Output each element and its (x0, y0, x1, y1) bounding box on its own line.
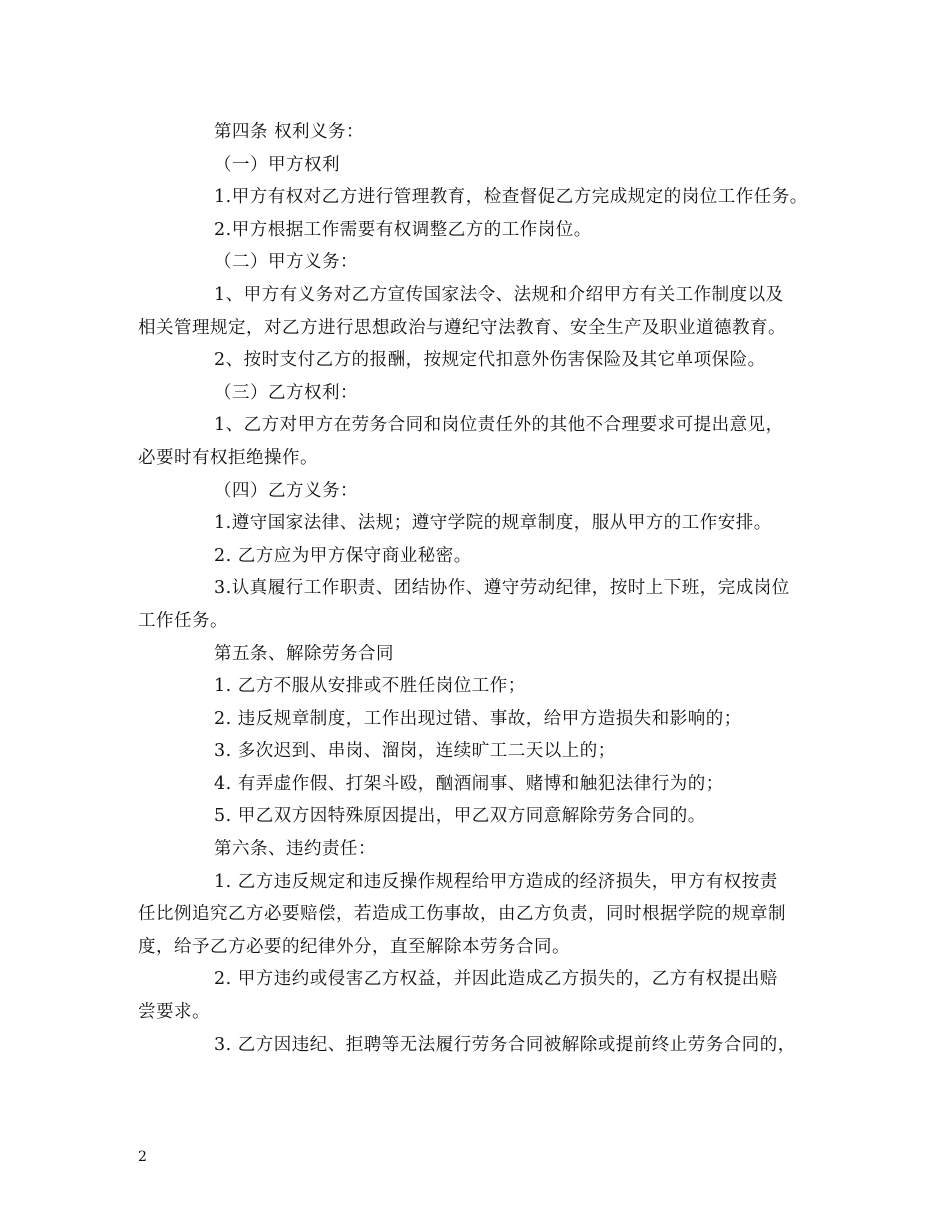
text-line: （四）乙方义务： (214, 480, 358, 501)
text-line: 1. 乙方违反规定和违反操作规程给甲方造成的经济损失，甲方有权按责 (214, 871, 778, 892)
page-number: 2 (138, 1149, 147, 1165)
text-line: 任比例追究乙方必要赔偿，若造成工伤事故，由乙方负责，同时根据学院的规章制 (138, 904, 786, 925)
text-line: （一）甲方权利 (214, 154, 340, 175)
text-line: 必要时有权拒绝操作。 (138, 447, 318, 468)
text-line: 度，给予乙方必要的纪律外分，直至解除本劳务合同。 (138, 936, 570, 957)
text-line: 1、甲方有义务对乙方宣传国家法令、法规和介绍甲方有关工作制度以及 (214, 284, 784, 305)
text-line: 3. 乙方因违纪、拒聘等无法履行劳务合同被解除或提前终止劳务合同的， (214, 1034, 796, 1055)
text-line: （二）甲方义务： (214, 252, 358, 273)
text-line: 1. 乙方不服从安排或不胜任岗位工作； (214, 676, 526, 697)
text-line: 第五条、解除劳务合同 (214, 643, 394, 664)
text-line: 第四条 权利义务： (214, 122, 365, 142)
text-line: 相关管理规定，对乙方进行思想政治与遵纪守法教育、安全生产及职业道德教育。 (138, 317, 786, 338)
text-line: （三）乙方权利： (214, 382, 358, 403)
text-line: 2、按时支付乙方的报酬，按规定代扣意外伤害保险及其它单项保险。 (214, 350, 766, 371)
text-line: 尝要求。 (138, 1002, 210, 1023)
text-line: 3. 多次迟到、串岗、溜岗，连续旷工二天以上的； (214, 741, 616, 762)
text-line: 第六条、违约责任： (214, 839, 376, 860)
text-line: 1、乙方对甲方在劳务合同和岗位责任外的其他不合理要求可提出意见， (214, 415, 784, 436)
text-line: 2. 甲方违约或侵害乙方权益，并因此造成乙方损失的，乙方有权提出赔 (214, 969, 778, 990)
text-line: 2. 乙方应为甲方保守商业秘密。 (214, 545, 472, 566)
text-line: 2.甲方根据工作需要有权调整乙方的工作岗位。 (214, 219, 592, 240)
text-line: 5. 甲乙双方因特殊原因提出，甲乙双方同意解除劳务合同的。 (214, 806, 706, 827)
text-line: 2. 违反规章制度，工作出现过错、事故，给甲方造损失和影响的； (214, 708, 742, 729)
text-line: 1.遵守国家法律、法规；遵守学院的规章制度，服从甲方的工作安排。 (214, 513, 772, 534)
text-line: 4. 有弄虚作假、打架斗殴，酗酒闹事、赌博和触犯法律行为的； (214, 773, 724, 794)
text-line: 1.甲方有权对乙方进行管理教育，检查督促乙方完成规定的岗位工作任务。 (214, 187, 808, 208)
text-line: 工作任务。 (138, 610, 228, 631)
text-line: 3.认真履行工作职责、团结协作、遵守劳动纪律，按时上下班，完成岗位 (214, 578, 790, 599)
document-body (138, 116, 820, 1061)
